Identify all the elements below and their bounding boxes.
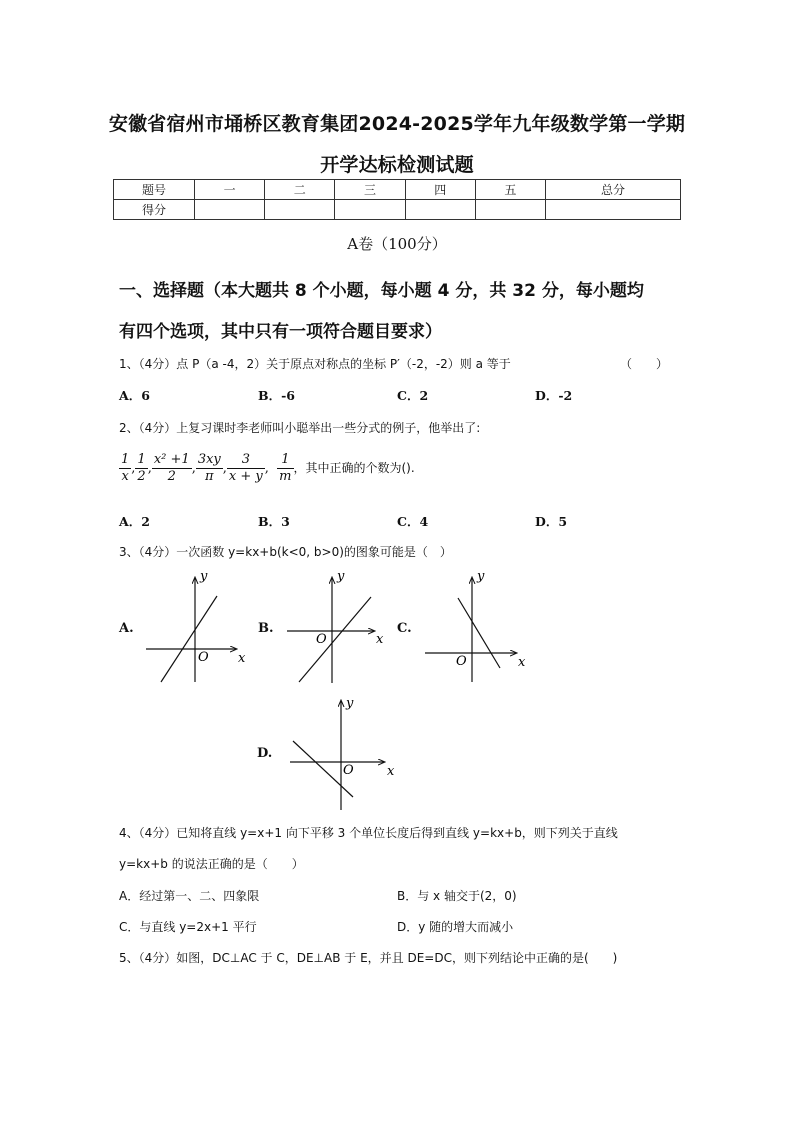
- q3-graph-b[interactable]: [287, 569, 384, 683]
- q4-option-a[interactable]: A．经过第一、二、四象限: [119, 889, 260, 903]
- score-header-cell: 总分: [546, 180, 681, 200]
- section-a-heading: A卷（100分）: [347, 235, 447, 253]
- q2-fraction: $\frac{\text{x² +1}}{2}$: [153, 452, 190, 484]
- q2-fraction-list: $\frac{1}{x}$ , $\frac{1}{2}$ , $\frac{\text{x² +1}}{2}$ , $\frac{3xy}{\pi}$ , $\frac{3}{x + y}$ , $\frac{1}{m}$ ，其中正确的个数为().: [121, 452, 415, 484]
- q2-suffix: ，其中正确的个数为().: [293, 461, 415, 475]
- q4-option-b[interactable]: B．与 x 轴交于(2，0): [397, 889, 517, 903]
- x-axis-label: x: [518, 655, 526, 670]
- q3-option-a-label[interactable]: A.: [119, 621, 134, 636]
- function-line: [299, 597, 371, 682]
- section-one-line-1: 一、选择题（本大题共 8 个小题，每小题 4 分，共 32 分，每小题均: [119, 281, 644, 301]
- q3-option-d-label[interactable]: D.: [257, 746, 273, 761]
- q2-fraction: $\frac{3xy}{\pi}$: [197, 452, 221, 484]
- q1-option-d[interactable]: D．-2: [535, 388, 573, 403]
- q3-option-c-label[interactable]: C.: [397, 621, 412, 636]
- q2-fraction: $\frac{1}{m}$: [279, 452, 292, 484]
- q4-option-c[interactable]: C．与直线 y=2x+1 平行: [119, 920, 257, 934]
- origin-label: O: [456, 654, 467, 669]
- q3-option-b-label[interactable]: B.: [258, 621, 274, 636]
- q5-text: 5、（4分）如图，DC⊥AC 于 C，DE⊥AB 于 E，并且 DE=DC，则下列结论中正确的是( ): [119, 951, 618, 965]
- q2-option-c[interactable]: C．4: [397, 514, 429, 529]
- q2-text: 2、（4分）上复习课时李老师叫小聪举出一些分式的例子，他举出了:: [119, 421, 481, 435]
- x-axis-label: x: [238, 651, 246, 666]
- origin-label: O: [316, 632, 327, 647]
- function-line: [161, 596, 217, 682]
- score-header-cell: 四: [405, 180, 475, 200]
- q2-fraction: $\frac{1}{x}$: [121, 452, 130, 484]
- q3-graph-c[interactable]: [425, 569, 526, 682]
- origin-label: O: [198, 650, 209, 665]
- q4-text-line-1: 4、（4分）已知将直线 y=x+1 向下平移 3 个单位长度后得到直线 y=kx+b，则下列关于直线: [119, 826, 618, 840]
- score-row-label: 得分: [114, 200, 195, 220]
- q2-option-a[interactable]: A．2: [119, 514, 150, 529]
- score-header-cell: 三: [335, 180, 405, 200]
- q3-graph-a[interactable]: [146, 569, 246, 682]
- x-axis-label: x: [387, 764, 395, 779]
- y-axis-label: y: [346, 696, 354, 711]
- title-line-1: 安徽省宿州市埇桥区教育集团2024-2025学年九年级数学第一学期: [108, 113, 686, 135]
- q1-answer-bracket: （ ）: [620, 357, 669, 371]
- q4-option-d[interactable]: D．y 随的增大而减小: [397, 920, 514, 934]
- score-header-cell: 五: [475, 180, 545, 200]
- y-axis-label: y: [200, 569, 208, 584]
- y-axis-label: y: [477, 569, 485, 584]
- q2-option-d[interactable]: D．5: [535, 514, 568, 529]
- q1-text: 1、（4分）点 P（a -4，2）关于原点对称点的坐标 P′（-2，-2）则 a 等于: [119, 357, 511, 371]
- score-header-cell: 二: [265, 180, 335, 200]
- q3-graph-d[interactable]: [290, 696, 395, 810]
- q2-fraction: $\frac{1}{2}$: [137, 452, 146, 484]
- q3-text: 3、（4分）一次函数 y=kx+b(k<0, b>0)的图象可能是（ ）: [119, 545, 452, 559]
- q1-option-a[interactable]: A．6: [119, 388, 150, 403]
- score-header-cell: 题号: [114, 180, 195, 200]
- q1-option-b[interactable]: B．-6: [258, 388, 295, 403]
- q1-option-c[interactable]: C．2: [397, 388, 429, 403]
- q2-option-b[interactable]: B．3: [258, 514, 290, 529]
- q4-text-line-2: y=kx+b 的说法正确的是（ ）: [119, 857, 304, 871]
- y-axis-label: y: [337, 569, 345, 584]
- x-axis-label: x: [376, 632, 384, 647]
- score-header-cell: 一: [195, 180, 265, 200]
- q2-fraction: $\frac{3}{x + y}$: [228, 452, 263, 484]
- title-line-2: 开学达标检测试题: [320, 154, 474, 176]
- section-one-line-2: 有四个选项，其中只有一项符合题目要求）: [119, 322, 442, 342]
- origin-label: O: [343, 763, 354, 778]
